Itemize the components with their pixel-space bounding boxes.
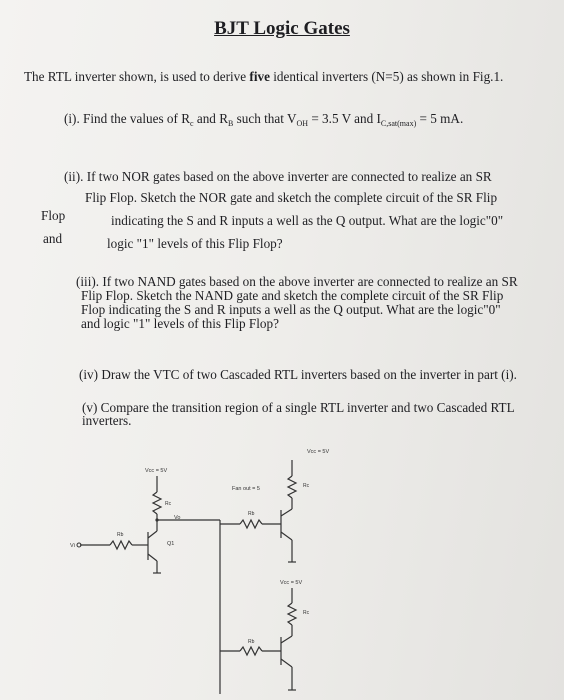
rb-bottom-label: Rb: [248, 639, 255, 645]
rc-right-top-label: Rc: [303, 483, 310, 489]
page-title: BJT Logic Gates: [214, 18, 350, 39]
rc-right-bottom-label: Rc: [303, 610, 310, 616]
vcc-left-label: Vcc = 5V: [145, 468, 168, 474]
vo-label: Vo: [174, 515, 181, 521]
rb-top-label: Rb: [248, 511, 255, 517]
vcc-right-bottom-label: Vcc = 5V: [280, 580, 303, 586]
document-page: BJT Logic Gates The RTL inverter shown, is used to derive five identical inverters (N=5) as shown in Fig.1. (i). Find the values of $R_c$ and $R_B$ such that $V_{OH} = 3.5$ V and $I_{C,sat(max)} = 5$ mA. (ii). If two NOR gates based on the above inverter are connected to realize an SR Flip Flop. Sketch the NOR gate and sketch the complete circuit of the SR Flip Flop indicating the S and R inputs a well as the Q output. What are the logic"0" and logic "1" levels of this Flip Flop? (iii). If two NAND gates based on the above inverter are connected to realize an SR Flip Flop. Sketch the NAND gate and sketch the complete circuit of the SR Flip Flop indicating the S and R inputs a well as the Q output. What are the logic"0" and logic "1" levels of this Flip Flop? (iv) Draw the VTC of two Cascaded RTL inverters based on the inverter in part (i). (v) Compare the transition region of a single RTL inverter and two Cascaded RTL inverters. Vcc = 5V Rc Vo Rb Vi Q1 Fan out = 5 Rb Rb Vcc = 5V Rc Vcc = 5V Rc: [0, 0, 564, 700]
vi-label: Vi: [70, 543, 75, 549]
intro-paragraph: The RTL inverter shown, is used to derive five identical inverters (N=5) as shown in Fig.1.: [24, 69, 504, 84]
q1-label: Q1: [167, 541, 175, 547]
rb-left-label: Rb: [117, 532, 124, 538]
question-4: (iv) Draw the VTC of two Cascaded RTL inverters based on the inverter in part (i).: [79, 367, 517, 382]
question-1: (i). Find the values of $R_c$ and $R_B$ such that $V_{OH} = 3.5$ V and $I_{C,sat(max)} = 5$ mA.: [64, 111, 464, 128]
vcc-right-top-label: Vcc = 5V: [307, 449, 330, 455]
fanout-label: Fan out = 5: [232, 486, 260, 492]
rc-label: Rc: [165, 501, 172, 507]
